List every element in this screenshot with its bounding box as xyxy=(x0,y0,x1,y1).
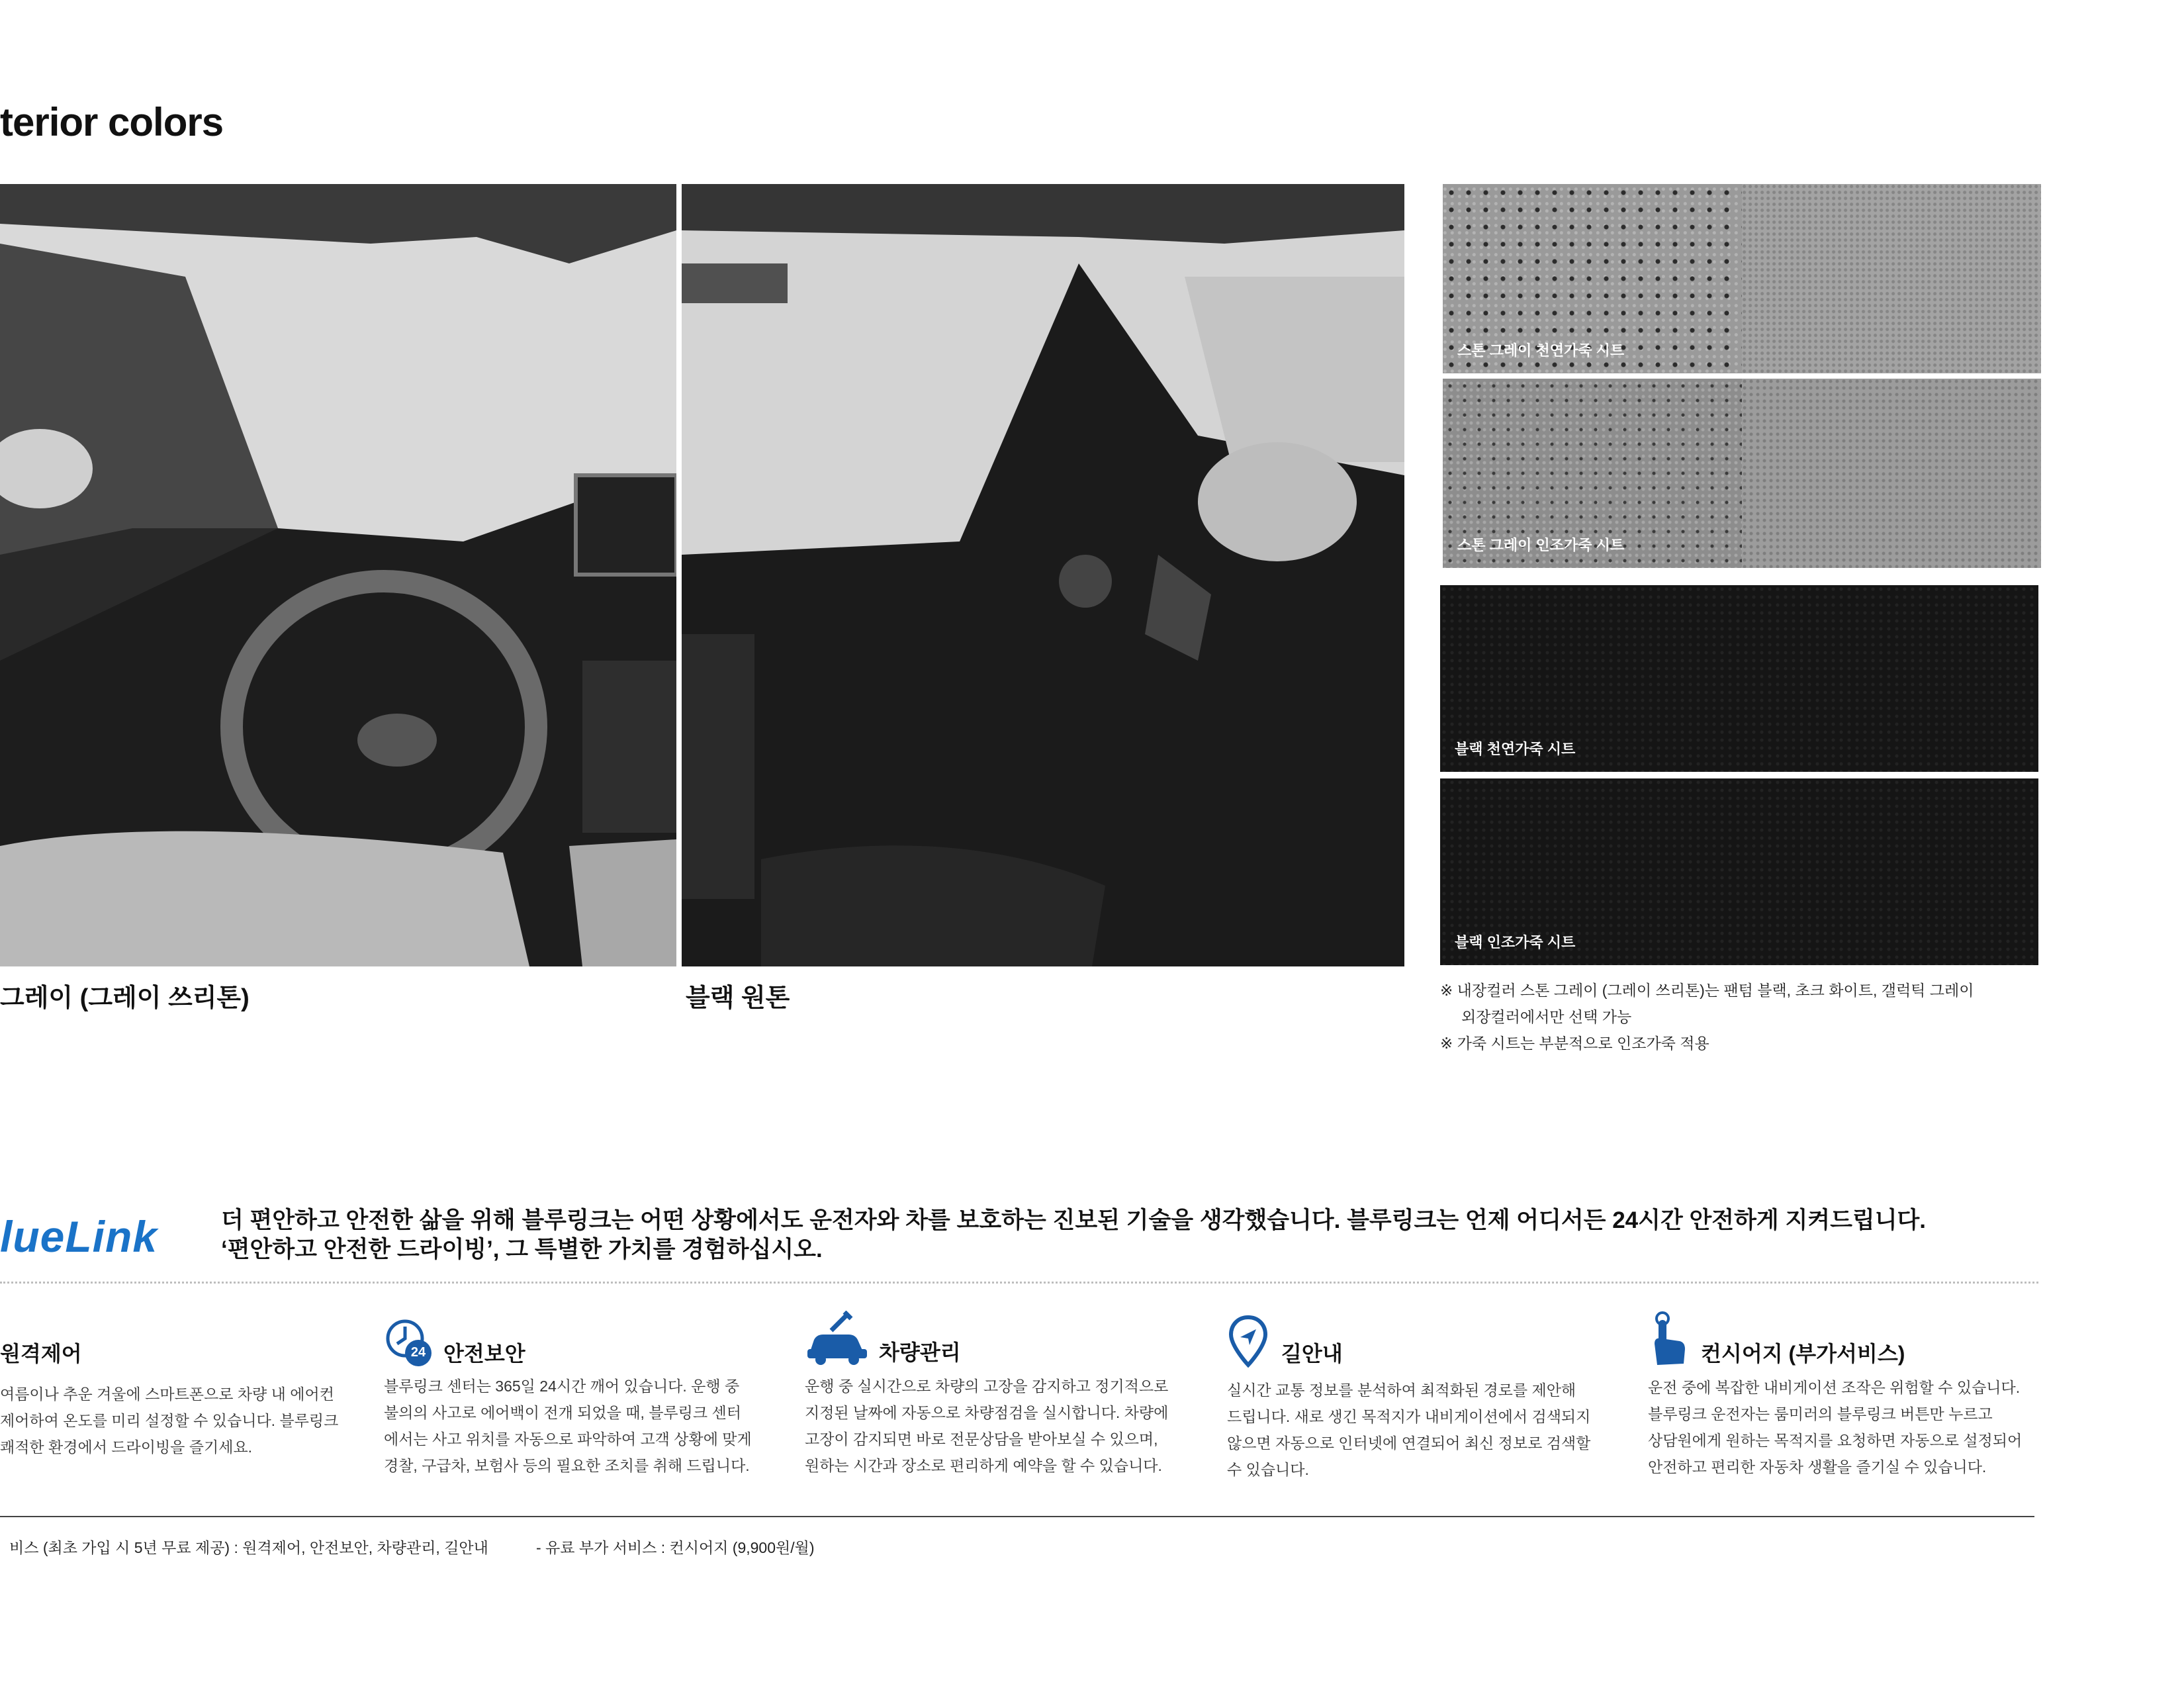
swatch-label: 블랙 인조가죽 시트 xyxy=(1455,934,1576,951)
interior-illustration xyxy=(682,184,1404,966)
interior-caption-grey: 그레이 (그레이 쓰리톤) xyxy=(0,984,250,1012)
service-description xyxy=(1648,1374,2045,1480)
service-line: 운전 중에 복잡한 내비게이션 조작은 위험할 수 있습니다. xyxy=(1648,1379,2021,1396)
clock-24-icon xyxy=(384,1317,434,1368)
swatch-black-natural-leather xyxy=(1440,585,2038,772)
service-line: 수 있습니다. xyxy=(1227,1461,1309,1478)
service-line: 드립니다. 새로 생긴 목적지가 내비게이션에서 검색되지 xyxy=(1227,1408,1591,1425)
service-description xyxy=(805,1373,1202,1479)
bluelink-intro-line: ‘편안하고 안전한 드라이빙’, 그 특별한 가치를 경험하십시오. xyxy=(221,1237,823,1262)
service-description xyxy=(1227,1377,1624,1483)
bluelink-logo: lueLink xyxy=(0,1212,158,1261)
service-line: 불의의 사고로 에어백이 전개 되었을 때, 블루링크 센터 xyxy=(384,1404,741,1421)
page-title: terior colors xyxy=(0,100,224,144)
service-line: 실시간 교통 정보를 분석하여 최적화된 경로를 제안해 xyxy=(1227,1382,1576,1399)
service-line: 고장이 감지되면 바로 전문상담을 받아보실 수 있으며, xyxy=(805,1430,1158,1448)
service-remote-control xyxy=(0,1331,397,1460)
service-line: 블루링크 운전자는 룸미러의 블루링크 버튼만 누르고 xyxy=(1648,1405,1993,1423)
service-navigation xyxy=(1227,1315,1624,1483)
service-line: 운행 중 실시간으로 차량의 고장을 감지하고 정기적으로 xyxy=(805,1378,1169,1395)
swatch-stone-grey-synthetic-leather xyxy=(1443,379,2041,568)
footer-rule xyxy=(0,1516,2034,1517)
service-description xyxy=(384,1373,781,1479)
swatch-black-synthetic-leather xyxy=(1440,778,2038,965)
bluelink-intro xyxy=(221,1206,2140,1264)
interior-notes xyxy=(1440,977,2036,1056)
service-line: 지정된 날짜에 자동으로 차량점검을 실시합니다. 차량에 xyxy=(805,1404,1169,1421)
car-wrench-icon xyxy=(805,1311,871,1366)
service-line: 원하는 시간과 장소로 편리하게 예약을 할 수 있습니다. xyxy=(805,1457,1162,1474)
swatch-stone-grey-natural-leather xyxy=(1443,184,2041,373)
interior-illustration xyxy=(0,184,676,966)
footnote-paid-services: - 유료 부가 서비스 : 컨시어지 (9,900원/월) xyxy=(536,1539,815,1556)
service-line: 않으면 자동으로 인터넷에 연결되어 최신 정보로 검색할 xyxy=(1227,1434,1591,1452)
service-title: 컨시어지 (부가서비스) xyxy=(1701,1342,1905,1366)
swatch-label: 스톤 그레이 인조가죽 시트 xyxy=(1457,537,1625,553)
bluelink-intro-line: 더 편안하고 안전한 삶을 위해 블루링크는 어떤 상황에서도 운전자와 차를 보호하는 진보된 기술을 생각했습니다. 블루링크는 언제 어디서든 24시간 안전하게 지켜드립니다. xyxy=(221,1207,1927,1233)
service-safety-security xyxy=(384,1317,781,1479)
service-concierge xyxy=(1648,1311,2045,1480)
service-line: 상담원에게 원하는 목적지를 요청하면 자동으로 설정되어 xyxy=(1648,1432,2023,1449)
dotted-divider xyxy=(0,1282,2038,1284)
service-description xyxy=(0,1381,397,1460)
swatch-label: 블랙 천연가죽 시트 xyxy=(1455,741,1576,757)
swatch-label: 스톤 그레이 천연가죽 시트 xyxy=(1457,342,1625,359)
service-line: 에서는 사고 위치를 자동으로 파악하여 고객 상황에 맞게 xyxy=(384,1430,752,1448)
interior-photo-grey xyxy=(0,184,676,966)
service-title: 안전보안 xyxy=(443,1342,525,1366)
note-line: 외장컬러에서만 선택 가능 xyxy=(1461,1008,1632,1025)
interior-photo-black xyxy=(682,184,1404,966)
service-line: 제어하여 온도를 미리 설정할 수 있습니다. 블루링크 xyxy=(0,1412,339,1429)
service-line: 쾌적한 환경에서 드라이빙을 즐기세요. xyxy=(0,1438,253,1456)
touch-hand-icon xyxy=(1648,1311,1688,1368)
service-line: 여름이나 추운 겨울에 스마트폰으로 차량 내 에어컨 xyxy=(0,1385,334,1403)
service-vehicle-management xyxy=(805,1311,1202,1479)
service-title: 원격제어 xyxy=(0,1342,82,1366)
service-line: 안전하고 편리한 자동차 생활을 즐기실 수 있습니다. xyxy=(1648,1458,1987,1476)
note-line: ※ 가죽 시트는 부분적으로 인조가죽 적용 xyxy=(1440,1035,1709,1052)
service-line: 경찰, 구급차, 보험사 등의 필요한 조치를 취해 드립니다. xyxy=(384,1457,750,1474)
footnote-free-services: 비스 (최초 가입 시 5년 무료 제공) : 원격제어, 안전보안, 차량관리, 길안내 xyxy=(9,1539,488,1556)
service-title: 차량관리 xyxy=(879,1340,961,1364)
location-pin-icon xyxy=(1227,1315,1269,1368)
note-line: ※ 내장컬러 스톤 그레이 (그레이 쓰리톤)는 팬텀 블랙, 초크 화이트, 갤럭틱 그레이 xyxy=(1440,982,1974,999)
service-line: 블루링크 센터는 365일 24시간 깨어 있습니다. 운행 중 xyxy=(384,1378,740,1395)
service-title: 길안내 xyxy=(1281,1342,1343,1366)
interior-caption-black: 블랙 원톤 xyxy=(686,984,790,1012)
clock-24-text: 24 xyxy=(410,1345,426,1360)
